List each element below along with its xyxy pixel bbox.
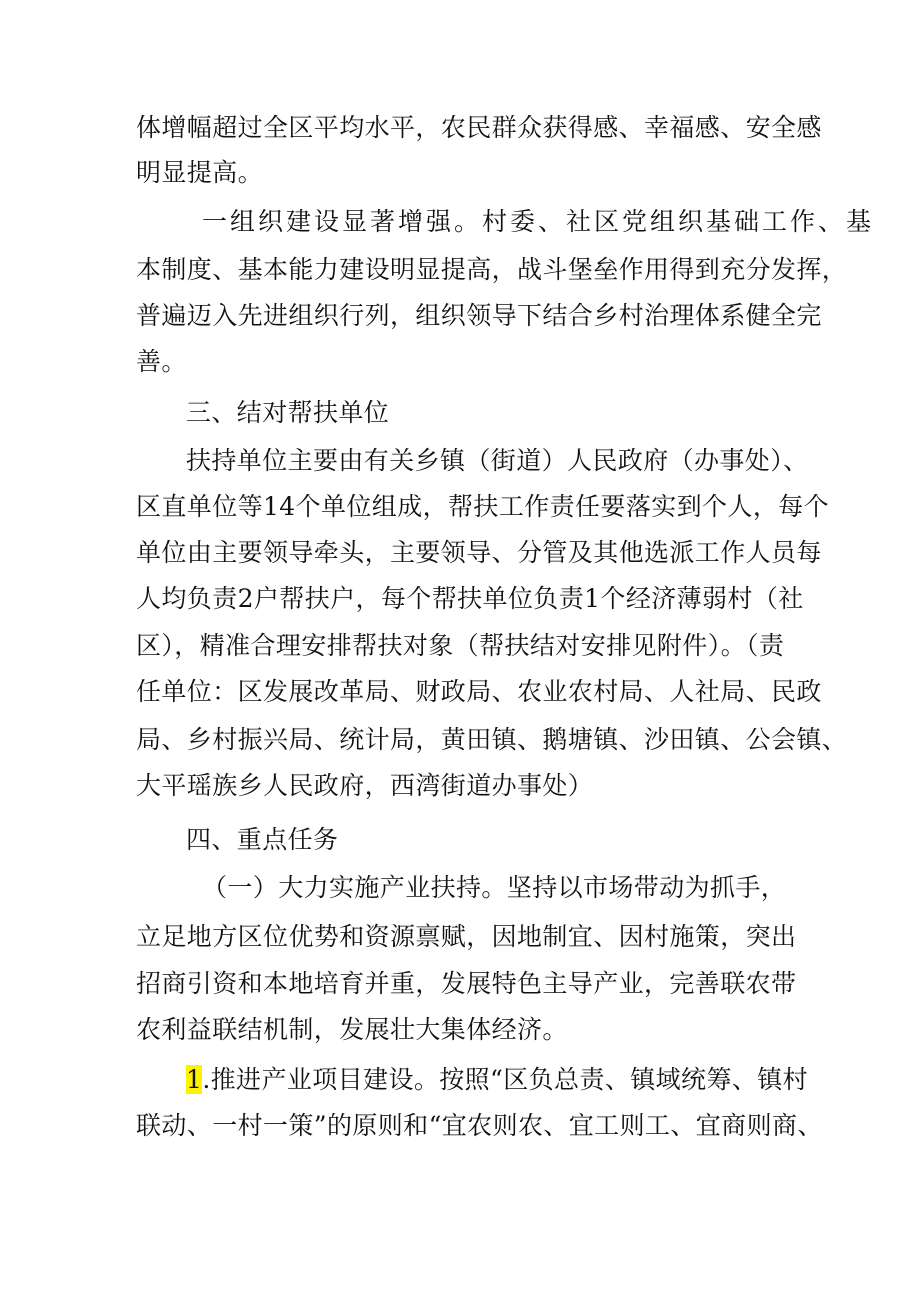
- paragraph-line: 局、乡村振兴局、统计局，黄田镇、鹅塘镇、沙田镇、公会镇、: [136, 725, 848, 754]
- paragraph-line: 善。: [136, 347, 187, 376]
- paragraph-line: 区直单位等14个单位组成，帮扶工作责任要落实到个人，每个: [136, 492, 830, 521]
- paragraph-line: 招商引资和本地培育并重，发展特色主导产业，完善联农带: [136, 969, 797, 998]
- paragraph-line: 大平瑶族乡人民政府，西湾街道办事处）: [136, 771, 594, 800]
- paragraph-line: 区），精准合理安排帮扶对象（帮扶结对安排见附件）。（责: [136, 631, 785, 660]
- highlighted-number: 1: [186, 1065, 203, 1094]
- paragraph-line: 人均负责2户帮扶户，每个帮扶单位负责1个经济薄弱村（社: [136, 584, 804, 613]
- section-heading: 三、结对帮扶单位: [186, 398, 390, 427]
- paragraph-line: [186, 1065, 808, 1095]
- paragraph-line: 普遍迈入先进组织行列，组织领导下结合乡村治理体系健全完: [136, 301, 822, 330]
- paragraph-line: 本制度、基本能力建设明显提高，战斗堡垒作用得到充分发挥，: [136, 255, 848, 284]
- paragraph-line: 一组织建设显著增强。村委、社区党组织基础工作、基: [202, 207, 875, 236]
- paragraph-line: 明显提高。: [136, 158, 264, 187]
- paragraph-line: 农利益联结机制，发展壮大集体经济。: [136, 1015, 568, 1044]
- paragraph-text: .推进产业项目建设。按照“区负总责、镇域统筹、镇村: [202, 1065, 809, 1094]
- paragraph-line: 立足地方区位优势和资源禀赋，因地制宜、因村施策，突出: [136, 922, 797, 951]
- paragraph-line: 扶持单位主要由有关乡镇（街道）人民政府（办事处）、: [186, 446, 809, 475]
- section-heading: 四、重点任务: [186, 825, 339, 854]
- paragraph-line: 体增幅超过全区平均水平，农民群众获得感、幸福感、安全感: [136, 113, 822, 142]
- paragraph-line: 联动、一村一策”的原则和“宜农则农、宜工则工、宜商则商、: [136, 1111, 823, 1140]
- paragraph-line: 单位由主要领导牵头，主要领导、分管及其他选派工作人员每: [136, 538, 822, 567]
- paragraph-line: （一）大力实施产业扶持。坚持以市场带动为抓手，: [202, 873, 787, 902]
- paragraph-line: 任单位：区发展改革局、财政局、农业农村局、人社局、民政: [136, 677, 822, 706]
